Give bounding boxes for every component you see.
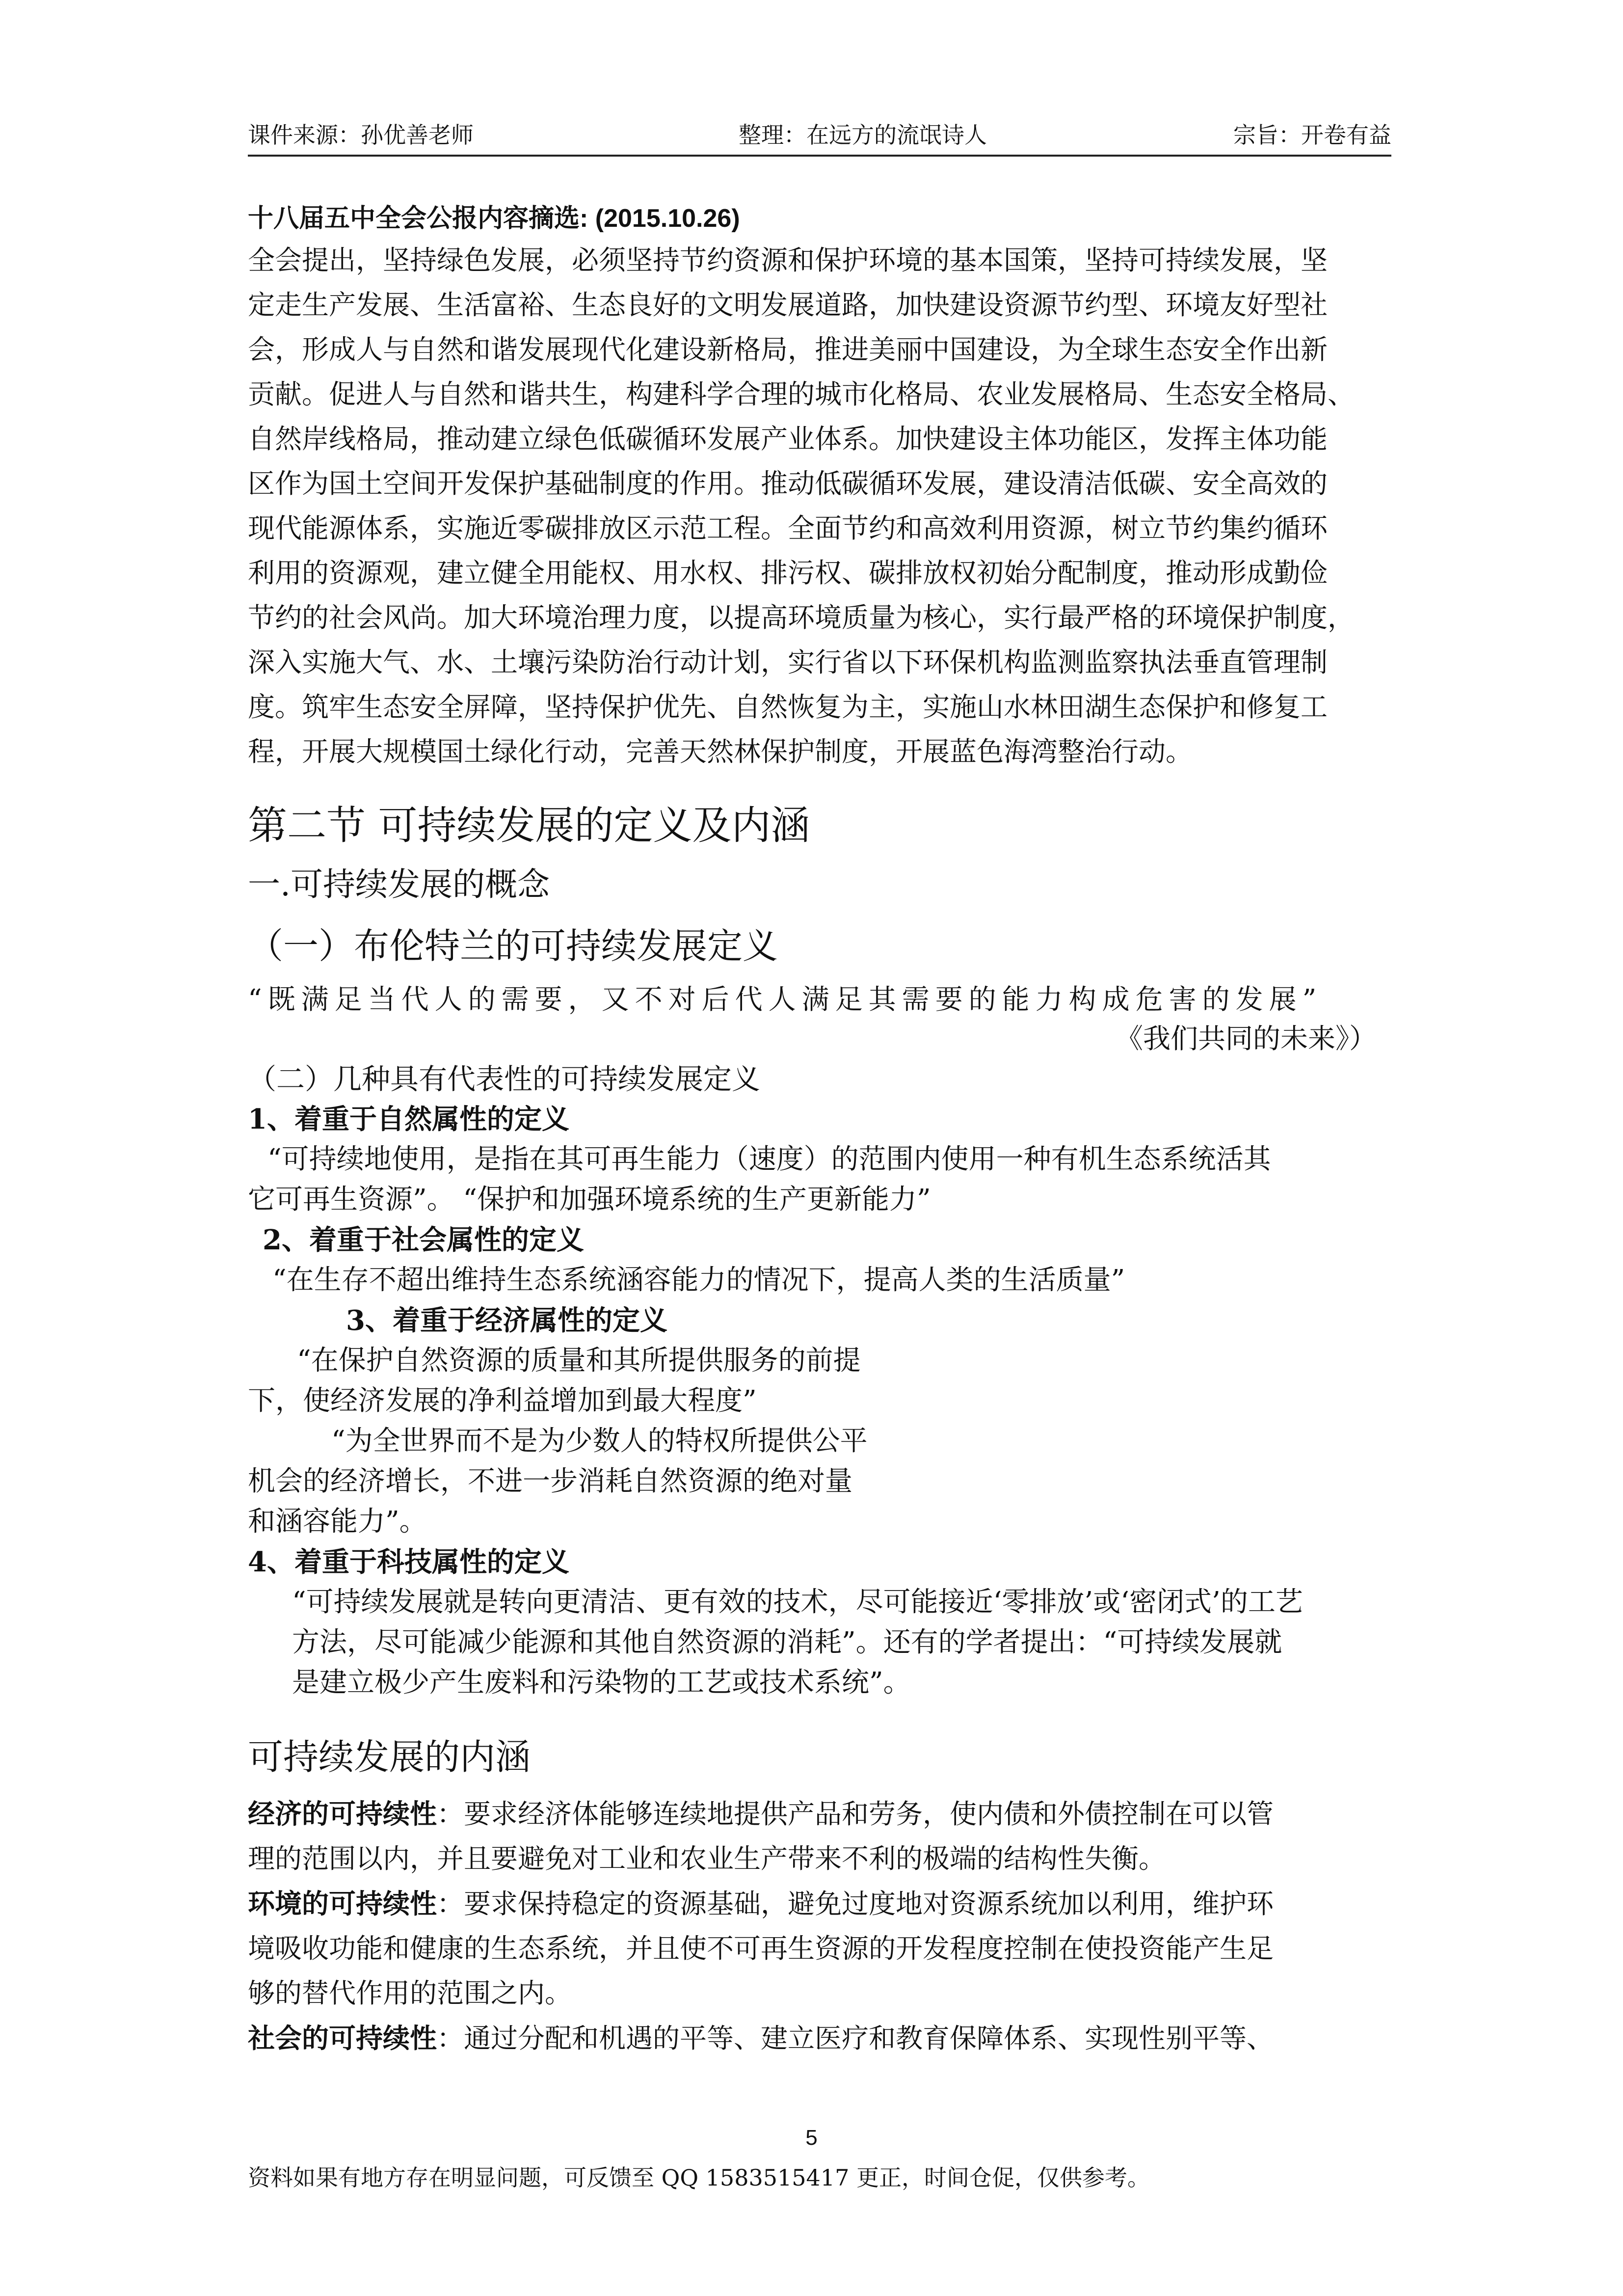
excerpt-line: 贡献。促进人与自然和谐共生，构建科学合理的城市化格局、农业发展格局、生态安全格局、 [248,378,1355,410]
excerpt-line: 会，形成人与自然和谐发展现代化建设新格局，推进美丽中国建设，为全球生态安全作出新 [248,334,1328,365]
excerpt-line: 现代能源体系，实施近零碳排放区示范工程。全面节约和高效利用资源，树立节约集约循环 [248,513,1328,544]
environmental-text: ：要求保持稳定的资源基础，避免过度地对资源系统加以利用，维护环 [437,1888,1274,1919]
excerpt-line: 度。筑牢生态安全屏障，坚持保护优先、自然恢复为主，实施山水林田湖生态保护和修复工 [248,691,1328,723]
def-natural-line: 它可再生资源”。 “保护和加强环境系统的生产更新能力” [248,1184,931,1216]
excerpt-line: 自然岸线格局，推动建立绿色低碳循环发展产业体系。加快建设主体功能区，发挥主体功能 [248,423,1328,455]
excerpt-line: 节约的社会风尚。加大环境治理力度，以提高环境质量为核心，实行最严格的环境保护制度， [248,602,1355,633]
excerpt-line: 区作为国土空间开发保护基础制度的作用。推动低碳循环发展，建设清洁低碳、安全高效的 [248,468,1328,499]
def-natural-line: “可持续地使用，是指在其可再生能力（速度）的范围内使用一种有机生态系统活其 [267,1143,1271,1175]
section-title: 第二节 可持续发展的定义及内涵 [248,803,810,848]
excerpt-line: 利用的资源观，建立健全用能权、用水权、排污权、碳排放权初始分配制度，推动形成勤俭 [248,557,1328,589]
def-social-line: “在生存不超出维持生态系统涵容能力的情况下，提高人类的生活质量” [272,1264,1125,1296]
social-label: 社会的可持续性 [248,2022,437,2054]
concept-heading: 一.可持续发展的概念 [248,865,550,903]
def-social-heading: 2、着重于社会属性的定义 [263,1224,584,1256]
def-economic-line: “在保护自然资源的质量和其所提供服务的前提 [297,1345,861,1377]
page-content [248,199,1391,2061]
header-motto: 宗旨：开卷有益 [1233,122,1391,148]
economic-text: ：要求经济体能够连续地提供产品和劳务，使内债和外债控制在可以管 [437,1798,1274,1830]
def-economic-heading: 3、着重于经济属性的定义 [346,1304,667,1337]
economic-text-line: 理的范围以内，并且要避免对工业和农业生产带来不利的极端的结构性失衡。 [248,1843,1166,1874]
excerpt-line: 定走生产发展、生活富裕、生态良好的文明发展道路，加快建设资源节约型、环境友好型社 [248,289,1328,321]
environmental-text-line: 境吸收功能和健康的生态系统，并且使不可再生资源的开发程度控制在使投资能产生足 [248,1933,1274,1964]
def-tech-line: 方法，尽可能减少能源和其他自然资源的消耗”。还有的学者提出：“可持续发展就 [292,1626,1282,1658]
excerpt-line: 深入实施大气、水、土壤污染防治行动计划，实行省以下环保机构监测监察执法垂直管理制 [248,647,1328,678]
excerpt-line: 全会提出，坚持绿色发展，必须坚持节约资源和保护环境的基本国策，坚持可持续发展，坚 [248,244,1328,276]
environmental-text-line: 够的替代作用的范围之内。 [248,1977,572,2009]
economic-label: 经济的可持续性 [248,1798,437,1830]
brundtland-quote: “既满足当代人的需要，又不对后代人满足其需要的能力构成危害的发展” [248,984,1323,1016]
brundtland-heading: （一）布伦特兰的可持续发展定义 [248,925,778,967]
page-header [248,110,1391,157]
social-text: ：通过分配和机遇的平等、建立医疗和教育保障体系、实现性别平等、 [437,2023,1274,2054]
def-tech-line: 是建立极少产生废料和污染物的工艺或技术系统”。 [292,1667,911,1699]
excerpt-title: 十八届五中全会公报内容摘选: (2015.10.26) [248,204,740,233]
environmental-label: 环境的可持续性 [248,1888,437,1919]
def-economic-line: “为全世界而不是为少数人的特权所提供公平 [331,1425,868,1457]
def-natural-heading: 1、着重于自然属性的定义 [248,1103,569,1135]
def-economic-line: 下，使经济发展的净利益增加到最大程度” [248,1385,757,1417]
def-tech-line: “可持续发展就是转向更清洁、更有效的技术，尽可能接近‘零排放’或‘密闭式’的工艺 [292,1586,1303,1618]
environmental-sustainability [248,1881,1391,1926]
def-economic-line: 机会的经济增长，不进一步消耗自然资源的绝对量 [248,1465,852,1497]
def-tech-heading: 4、着重于科技属性的定义 [248,1546,569,1578]
def-economic-block [248,1341,935,1542]
connotation-heading: 可持续发展的内涵 [248,1736,531,1778]
representative-heading: （二）几种具有代表性的可持续发展定义 [248,1062,761,1096]
header-source: 课件来源：孙优善老师 [248,122,474,148]
footer-note: 资料如果有地方存在明显问题，可反馈至 QQ 1583515417 更正，时间仓促，仅供参考。 [248,2164,1150,2191]
header-editor: 整理：在远方的流氓诗人 [739,122,987,148]
social-sustainability [248,2016,1391,2061]
def-economic-line: 和涵容能力”。 [248,1506,427,1538]
excerpt-line: 程，开展大规模国土绿化行动，完善天然林保护制度，开展蓝色海湾整治行动。 [248,736,1193,767]
economic-sustainability [248,1791,1391,1837]
excerpt-paragraph [248,238,1391,774]
page-number: 5 [805,2126,818,2150]
brundtland-source: 《我们共同的未来》） [1116,1023,1377,1055]
